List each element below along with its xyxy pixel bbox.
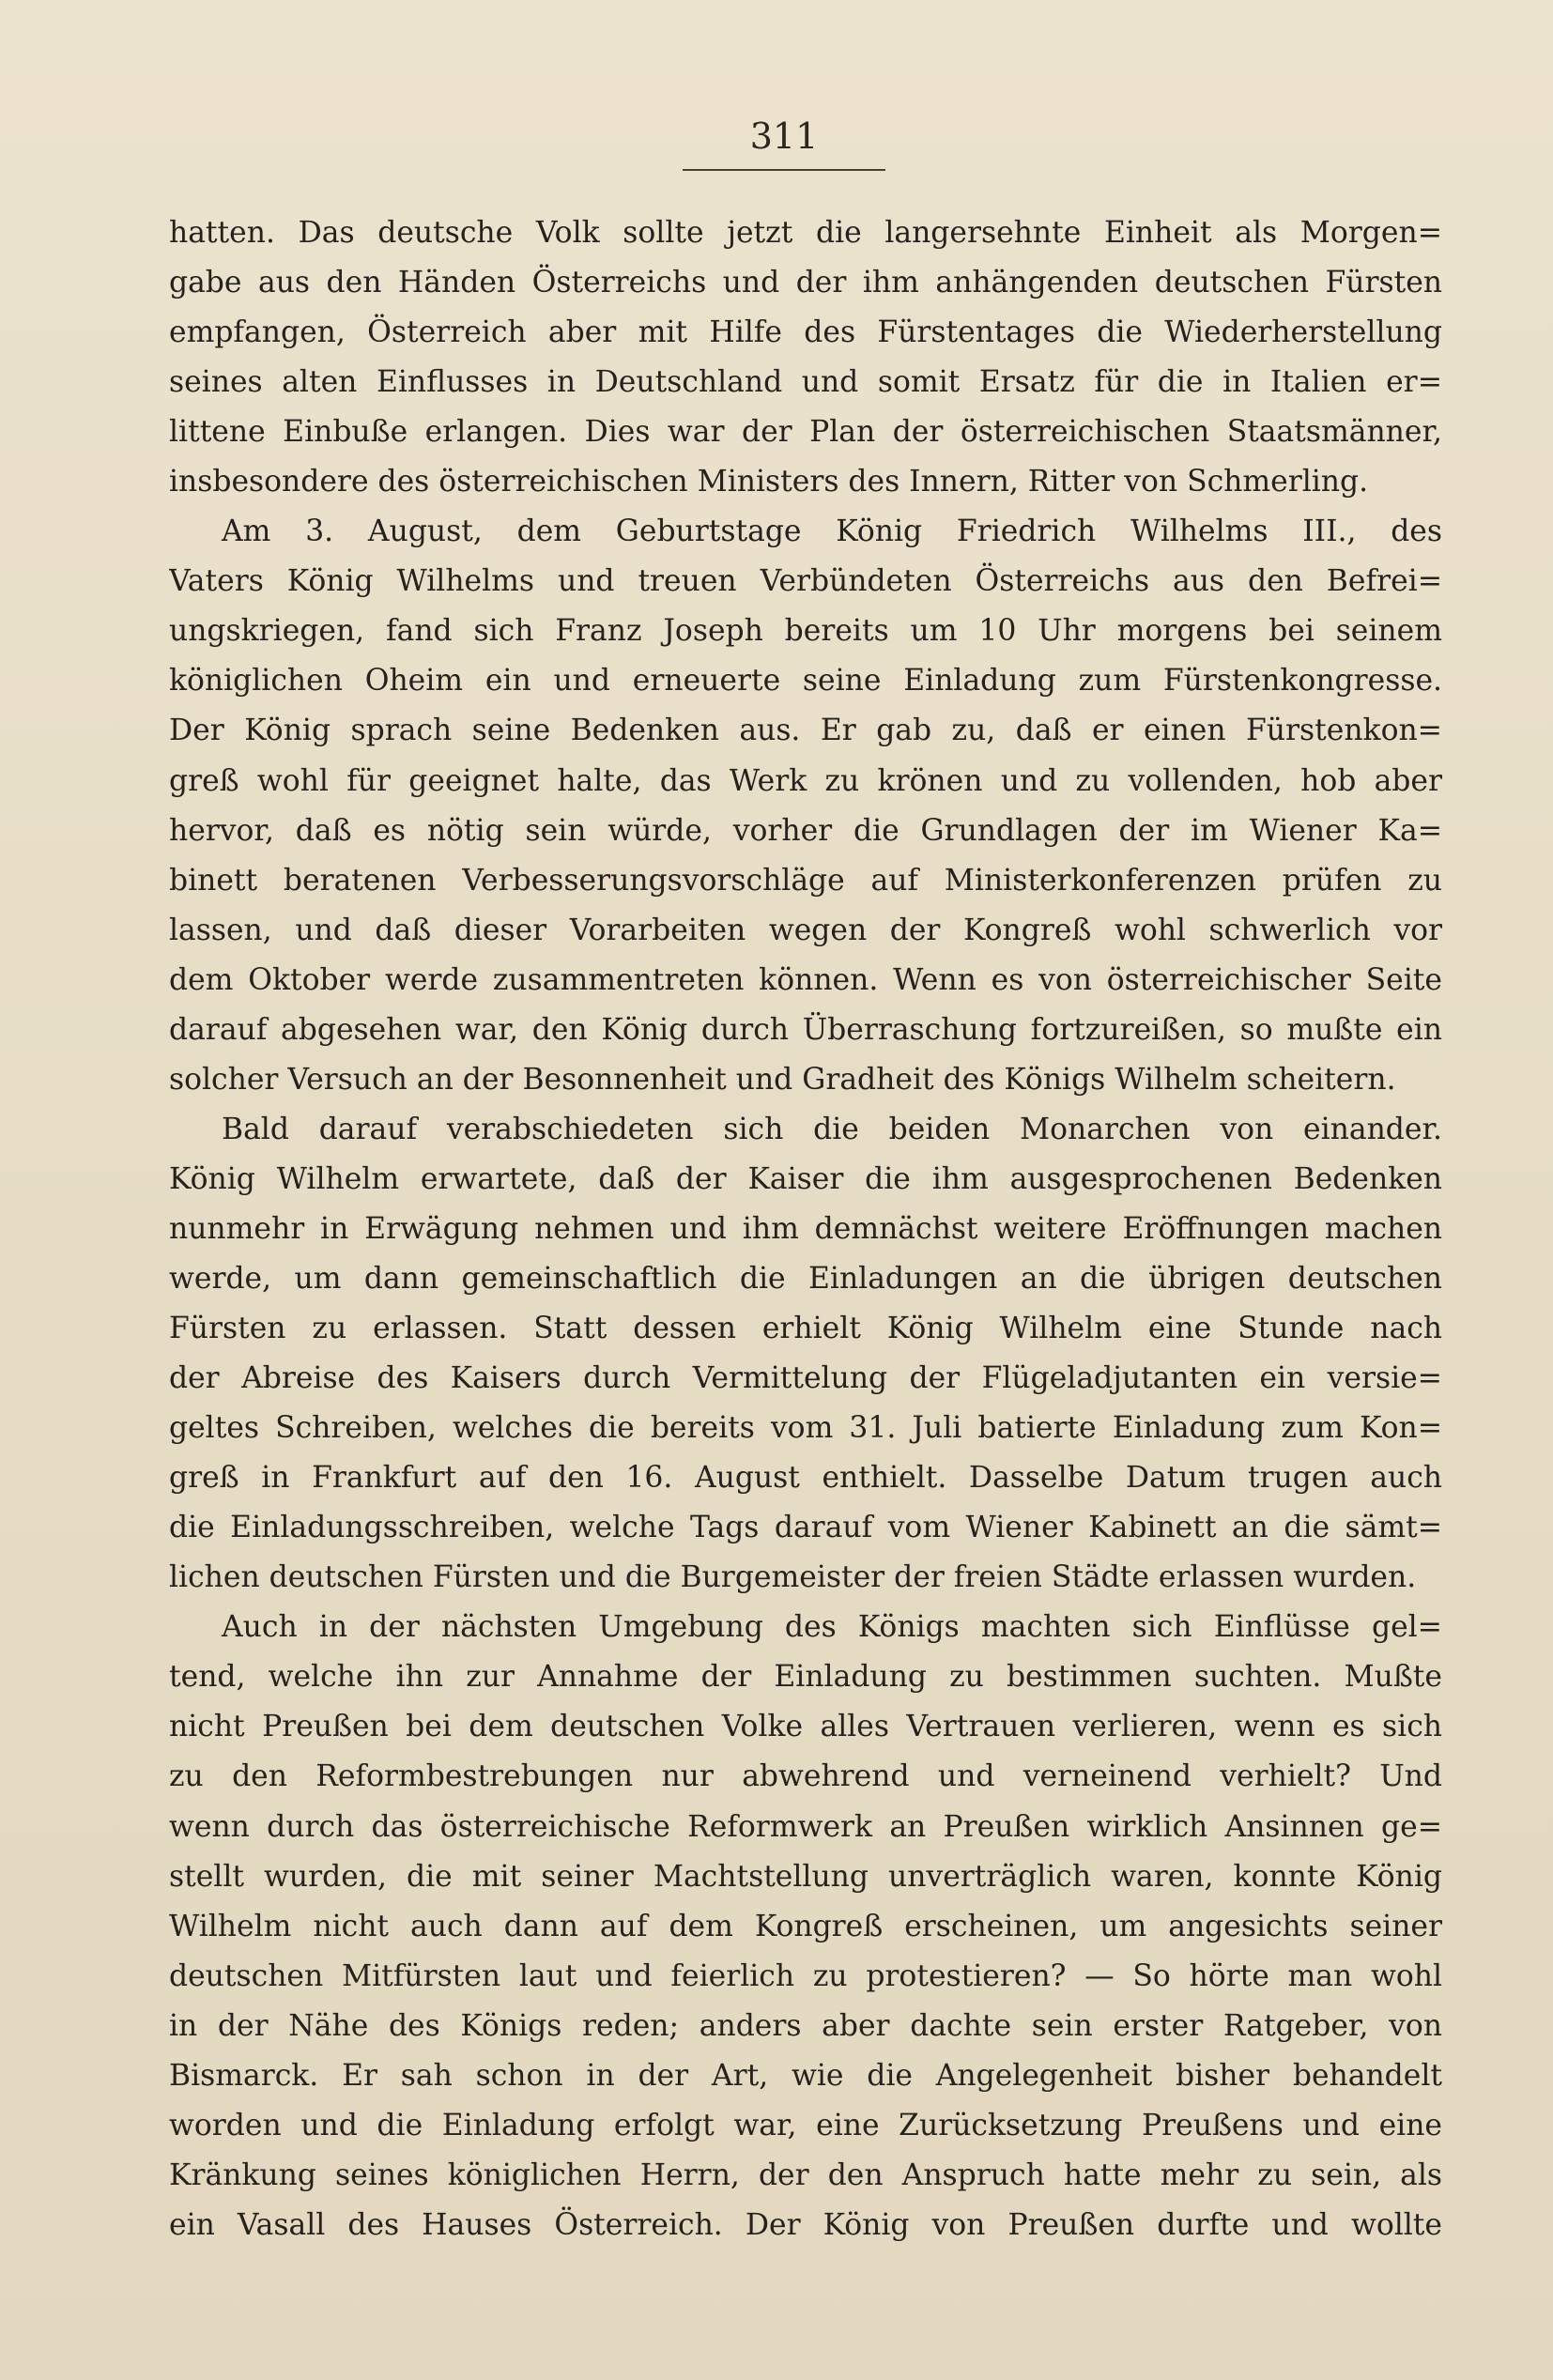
text-line: nicht Preußen bei dem deutschen Volke alles Vertrauen verlieren, wenn es sich <box>169 1710 1442 1744</box>
text-line: Bald darauf verabschiedeten sich die beiden Monarchen von einander. <box>222 1112 1442 1146</box>
text-line: der Abreise des Kaisers durch Vermittelung der Flügeladjutanten ein versie= <box>169 1361 1442 1396</box>
header-rule <box>683 169 885 171</box>
text-line: Fürsten zu erlassen. Statt dessen erhielt König Wilhelm eine Stunde nach <box>169 1312 1442 1346</box>
text-line: darauf abgesehen war, den König durch Überraschung fortzureißen, so mußte ein <box>169 1012 1442 1047</box>
text-line: insbesondere des österreichischen Ministers des Innern, Ritter von Schmerling. <box>169 465 1369 499</box>
body-text <box>169 208 1442 2250</box>
text-line: Vaters König Wilhelms und treuen Verbündeten Österreichs aus den Befrei= <box>169 564 1442 599</box>
text-line: ungskriegen, fand sich Franz Joseph bereits um 10 Uhr morgens bei seinem <box>169 614 1442 649</box>
text-line: stellt wurden, die mit seiner Machtstellung unverträglich waren, konnte König <box>169 1859 1442 1894</box>
text-line: Kränkung seines königlichen Herrn, der den Anspruch hatte mehr zu sein, als <box>169 2157 1442 2192</box>
text-line: Auch in der nächsten Umgebung des Königs machten sich Einflüsse gel= <box>222 1610 1442 1645</box>
text-line: tend, welche ihn zur Annahme der Einladung zu bestimmen suchten. Mußte <box>169 1660 1442 1695</box>
text-line: empfangen, Österreich aber mit Hilfe des Fürstentages die Wiederherstellung <box>169 315 1442 350</box>
text-line: solcher Versuch an der Besonnenheit und Gradheit des Königs Wilhelm scheitern. <box>169 1062 1396 1097</box>
text-line: ein Vasall des Hauses Österreich. Der König von Preußen durfte und wollte <box>169 2207 1442 2242</box>
text-line: deutschen Mitfürsten laut und feierlich zu protestieren? — So hörte man wohl <box>169 1958 1442 1993</box>
text-line: gabe aus den Händen Österreichs und der ihm anhängenden deutschen Fürsten <box>169 266 1442 300</box>
text-line: werde, um dann gemeinschaftlich die Einladungen an die übrigen deutschen <box>169 1261 1442 1296</box>
text-line: littene Einbuße erlangen. Dies war der Plan der österreichischen Staatsmänner, <box>169 415 1442 450</box>
text-line: wenn durch das österreichische Reformwerk an Preußen wirklich Ansinnen ge= <box>169 1809 1442 1844</box>
text-line: worden und die Einladung erfolgt war, eine Zurücksetzung Preußens und eine <box>169 2108 1442 2142</box>
text-line: zu den Reformbestrebungen nur abwehrend und verneinend verhielt? Und <box>169 1759 1442 1794</box>
text-line: Am 3. August, dem Geburtstage König Friedrich Wilhelms III., des <box>222 514 1442 549</box>
text-line: hervor, daß es nötig sein würde, vorher die Grundlagen der im Wiener Ka= <box>169 813 1442 848</box>
text-line: Wilhelm nicht auch dann auf dem Kongreß erscheinen, um angesichts seiner <box>169 1909 1442 1943</box>
text-line: dem Oktober werde zusammentreten können. Wenn es von österreichischer Seite <box>169 962 1442 997</box>
text-line: lassen, und daß dieser Vorarbeiten wegen der Kongreß wohl schwerlich vor <box>169 913 1442 947</box>
text-line: seines alten Einflusses in Deutschland und somit Ersatz für die in Italien er= <box>169 365 1442 400</box>
text-line: hatten. Das deutsche Volk sollte jetzt die langersehnte Einheit als Morgen= <box>169 216 1442 250</box>
text-line: binett beratenen Verbesserungsvorschläge auf Ministerkonferenzen prüfen zu <box>169 863 1442 898</box>
text-line: nunmehr in Erwägung nehmen und ihm demnächst weitere Eröffnungen machen <box>169 1211 1442 1246</box>
text-line: in der Nähe des Königs reden; anders aber dachte sein erster Ratgeber, von <box>169 2008 1442 2043</box>
page-header <box>683 113 885 171</box>
text-line: geltes Schreiben, welches die bereits vom 31. Juli batierte Einladung zum Kon= <box>169 1411 1442 1446</box>
text-line: Der König sprach seine Bedenken aus. Er gab zu, daß er einen Fürstenkon= <box>169 714 1442 748</box>
text-line: greß in Frankfurt auf den 16. August enthielt. Dasselbe Datum trugen auch <box>169 1461 1442 1496</box>
text-line: die Einladungsschreiben, welche Tags darauf vom Wiener Kabinett an die sämt= <box>169 1511 1442 1545</box>
text-line: Bismarck. Er sah schon in der Art, wie die Angelegenheit bisher behandelt <box>169 2058 1442 2093</box>
page-number: 311 <box>749 115 819 157</box>
text-line: königlichen Oheim ein und erneuerte seine Einladung zum Fürstenkongresse. <box>169 664 1442 699</box>
text-line: König Wilhelm erwartete, daß der Kaiser die ihm ausgesprochenen Bedenken <box>169 1161 1442 1196</box>
text-line: greß wohl für geeignet halte, das Werk zu krönen und zu vollenden, hob aber <box>169 763 1442 798</box>
text-line: lichen deutschen Fürsten und die Burgemeister der freien Städte erlassen wurden. <box>169 1560 1417 1595</box>
